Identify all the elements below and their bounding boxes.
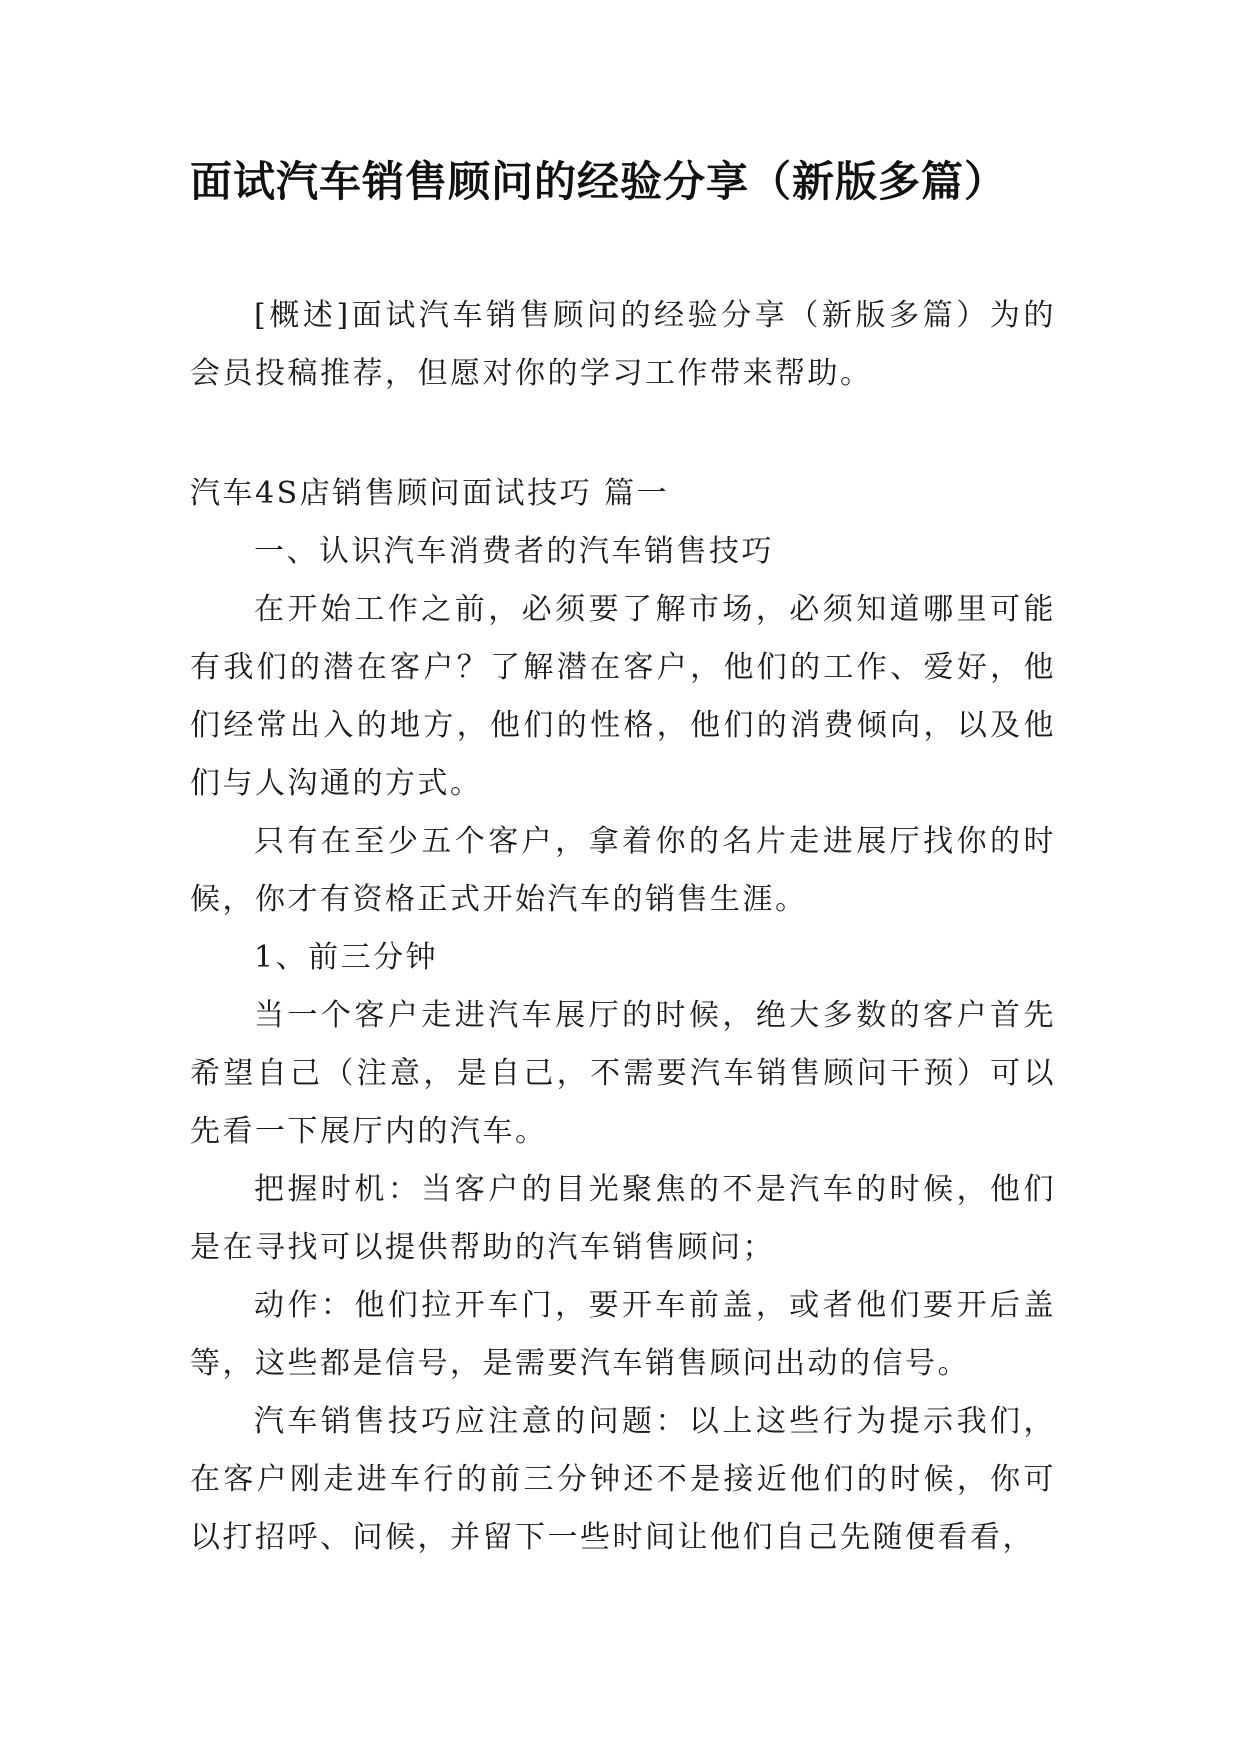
sub-heading: 1、前三分钟 — [254, 940, 439, 975]
paragraph: 把握时机：当客户的目光聚焦的不是汽车的时候，他们是在寻找可以提供帮助的汽车销售顾问； — [190, 1172, 1056, 1265]
sub-heading: 一、认识汽车消费者的汽车销售技巧 — [254, 534, 774, 569]
paragraph: 汽车销售技巧应注意的问题：以上这些行为提示我们，在客户刚走进车行的前三分钟还不是接近他们的时候，你可以打招呼、问候，并留下一些时间让他们自己先随便看看， — [190, 1404, 1056, 1555]
document-title: 面试汽车销售顾问的经验分享（新版多篇） — [190, 157, 1008, 206]
summary-paragraph: [概述]面试汽车销售顾问的经验分享（新版多篇）为的会员投稿推荐，但愿对你的学习工作带来帮助。 — [190, 298, 1056, 391]
section-heading: 汽车4S店销售顾问面试技巧 篇一 — [190, 476, 670, 511]
article-body — [190, 465, 1056, 1567]
paragraph: 在开始工作之前，必须要了解市场，必须知道哪里可能有我们的潜在客户？了解潜在客户，他们的工作、爱好，他们经常出入的地方，他们的性格，他们的消费倾向，以及他们与人沟通的方式。 — [190, 592, 1056, 801]
summary-block — [190, 287, 1056, 403]
paragraph: 只有在至少五个客户，拿着你的名片走进展厅找你的时候，你才有资格正式开始汽车的销售生涯。 — [190, 824, 1056, 917]
paragraph: 动作：他们拉开车门，要开车前盖，或者他们要开后盖等，这些都是信号，是需要汽车销售顾问出动的信号。 — [190, 1288, 1056, 1381]
paragraph: 当一个客户走进汽车展厅的时候，绝大多数的客户首先希望自己（注意，是自己，不需要汽车销售顾问干预）可以先看一下展厅内的汽车。 — [190, 998, 1056, 1149]
